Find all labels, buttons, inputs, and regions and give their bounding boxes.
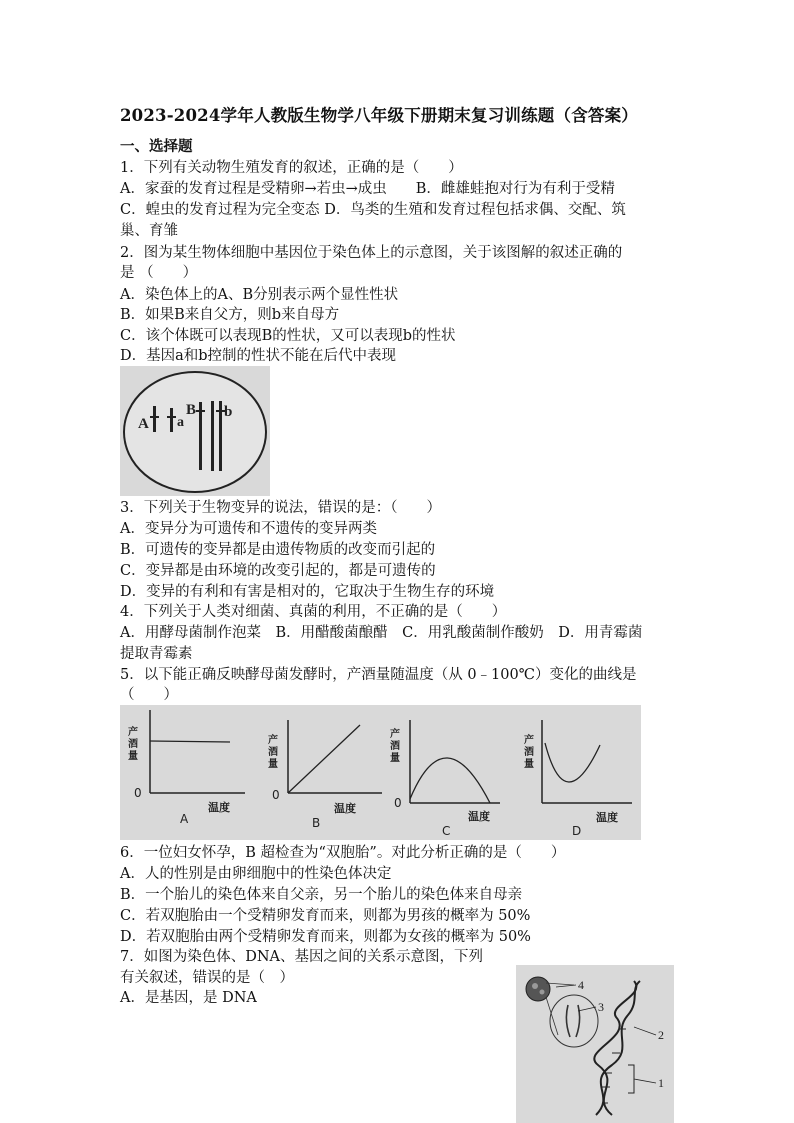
panel-c-chart	[390, 720, 500, 838]
q6-option-c: C．若双胞胎由一个受精卵发育而来，则都为男孩的概率为 50%	[120, 908, 531, 924]
panel-d-letter: D	[572, 824, 582, 838]
label-2: 2	[658, 1028, 664, 1042]
origin-label: 0	[272, 788, 280, 802]
q1-options-line2: C．蝗虫的发育过程为完全变态 D．鸟类的生殖和发育过程包括求偶、交配、筑	[120, 202, 626, 218]
q4-options-line2: 提取青霉素	[120, 646, 193, 662]
gene-label-b: b	[224, 404, 233, 420]
origin-label: 0	[394, 796, 402, 810]
gene-label-a: a	[177, 415, 184, 430]
y-axis-label: 产	[524, 735, 534, 746]
q3-stem: 3．下列关于生物变异的说法，错误的是：（ ）	[120, 500, 441, 516]
section-heading: 一、选择题	[120, 138, 193, 155]
y-axis-label: 酒	[128, 739, 138, 750]
q7-stem-line1: 7．如图为染色体、DNA、基因之间的关系示意图，下列	[120, 949, 484, 965]
panel-b-chart	[268, 720, 382, 830]
label-1: 1	[658, 1076, 664, 1090]
chromosome-bar	[199, 402, 202, 470]
q4-options-line1: A．用酵母菌制作泡菜 B．用醋酸菌酿醋 C．用乳酸菌制作酸奶 D．用青霉菌	[120, 625, 643, 641]
q1-options-line3: 巢、育雏	[120, 223, 178, 239]
q4-stem: 4．下列关于人类对细菌、真菌的利用，不正确的是（ ）	[120, 604, 507, 620]
x-axis-label: 温度	[468, 810, 490, 823]
chromosome-dna-gene-figure	[516, 965, 674, 1123]
q1-stem: 1．下列有关动物生殖发育的叙述，正确的是（ ）	[120, 160, 463, 176]
panel-b-letter: B	[312, 816, 321, 830]
chromosome-cell-figure	[120, 366, 270, 496]
q2-option-a: A．染色体上的A、B分别表示两个显性性状	[120, 287, 399, 303]
q6-stem: 6．一位妇女怀孕，B 超检查为“双胞胎”。对此分析正确的是（ ）	[120, 845, 566, 861]
q1-options-line1: A．家蚕的发育过程是受精卵→若虫→成虫 B．雌雄蛙抱对行为有利于受精	[120, 181, 615, 197]
curve-c	[410, 758, 490, 803]
chromosome-bar	[170, 408, 173, 432]
q6-option-d: D．若双胞胎由两个受精卵发育而来，则都为女孩的概率为 50%	[120, 929, 531, 945]
label-3: 3	[598, 1000, 604, 1014]
y-axis-label: 酒	[390, 741, 400, 752]
y-axis-label: 产	[268, 735, 278, 746]
q3-option-a: A．变异分为可遗传和不遗传的变异两类	[120, 521, 377, 537]
x-axis-label: 温度	[596, 811, 618, 824]
origin-label: 0	[134, 786, 142, 800]
panel-a-letter: A	[180, 812, 189, 826]
page-title: 2023-2024学年人教版生物学八年级下册期末复习训练题（含答案）	[120, 106, 638, 125]
panel-c-letter: C	[442, 824, 451, 838]
q7-option-a: A．是基因，是 DNA	[120, 990, 257, 1006]
curve-a	[150, 741, 230, 742]
chromosome-magnified	[550, 995, 598, 1047]
gene-locus-band	[167, 416, 176, 418]
panel-d-chart	[524, 720, 632, 838]
curve-d	[545, 743, 600, 782]
q6-option-a: A．人的性别是由卵细胞中的性染色体决定	[120, 866, 392, 882]
y-axis-label: 量	[268, 759, 278, 770]
q2-option-c: C．该个体既可以表现B的性状，又可以表现b的性状	[120, 328, 456, 344]
y-axis-label: 产	[128, 727, 138, 738]
gene-locus-band	[196, 410, 205, 412]
q2-option-b: B．如果B来自父方，则b来自母方	[120, 307, 340, 323]
q6-option-b: B．一个胎儿的染色体来自父亲，另一个胎儿的染色体来自母亲	[120, 887, 523, 903]
fermentation-curves-figure	[120, 705, 641, 840]
label-4: 4	[578, 978, 584, 992]
gene-label-A: A	[138, 416, 149, 432]
gene-locus-band	[150, 416, 159, 418]
q2-stem-line1: 2．图为某生物体细胞中基因位于染色体上的示意图，关于该图解的叙述正确的	[120, 245, 623, 261]
gene-label-B: B	[186, 402, 197, 418]
panel-a-chart	[128, 710, 245, 826]
q7-stem-line2: 有关叙述，错误的是（ ）	[120, 970, 294, 986]
y-axis-label: 酒	[268, 747, 278, 758]
q2-option-d: D．基因a和b控制的性状不能在后代中表现	[120, 348, 397, 364]
y-axis-label: 量	[390, 753, 400, 764]
y-axis-label: 酒	[524, 747, 534, 758]
x-axis-label: 温度	[208, 801, 230, 814]
q3-option-d: D．变异的有利和有害是相对的，它取决于生物生存的环境	[120, 584, 495, 600]
q3-option-c: C．变异都是由环境的改变引起的，都是可遗传的	[120, 563, 436, 579]
y-axis-label: 量	[524, 759, 534, 770]
q5-stem-line2: （ ）	[120, 687, 178, 703]
q3-option-b: B．可遗传的变异都是由遗传物质的改变而引起的	[120, 542, 436, 558]
y-axis-label: 量	[128, 751, 138, 762]
x-axis-label: 温度	[334, 802, 356, 815]
chromosome-bar	[211, 401, 214, 471]
chromosome-bar	[153, 406, 156, 432]
q2-stem-line2: 是 （ ）	[120, 265, 198, 281]
y-axis-label: 产	[390, 729, 400, 740]
q5-stem-line1: 5．以下能正确反映酵母菌发酵时，产酒量随温度（从 0﹣100℃）变化的曲线是	[120, 667, 637, 683]
curve-b	[288, 725, 360, 793]
